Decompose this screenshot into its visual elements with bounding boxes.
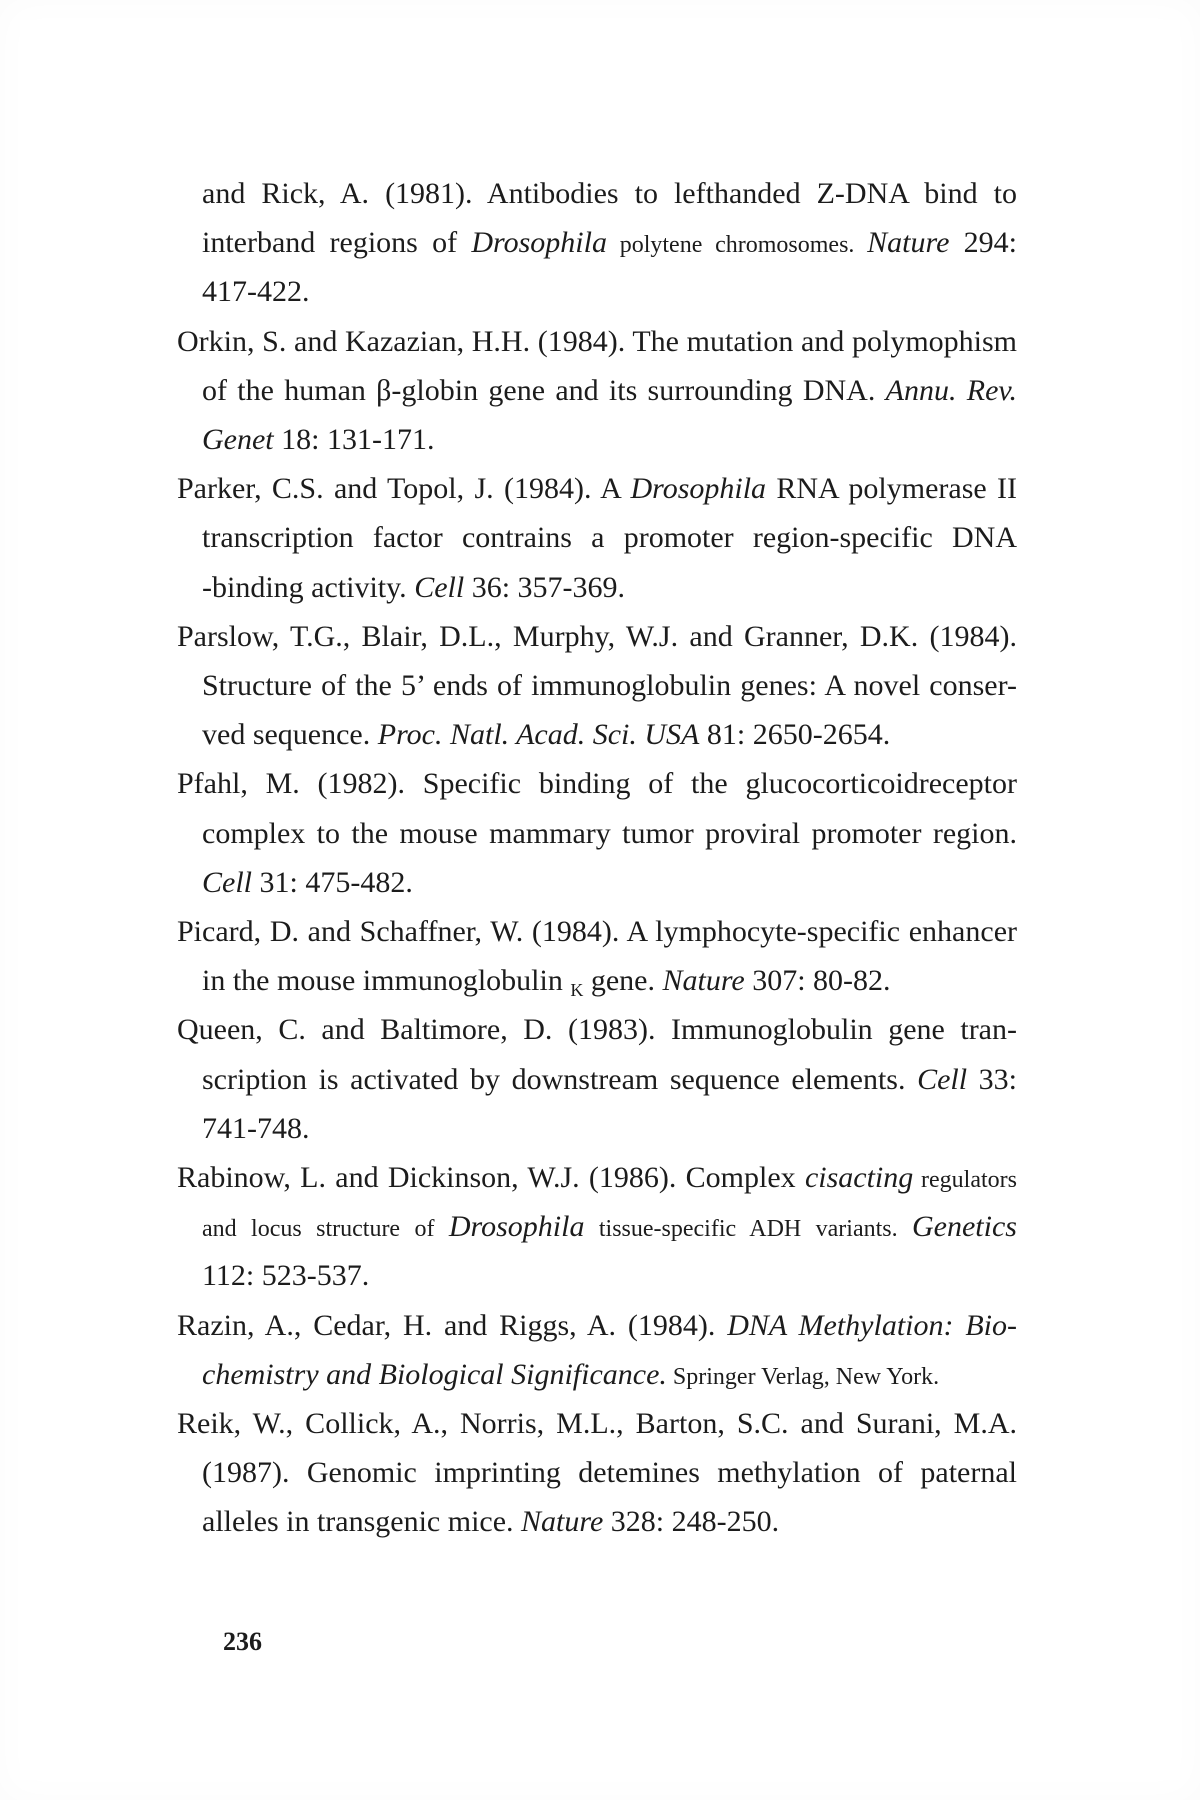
reference-text: transcription factor contrains a promoter region-specific DNA <box>202 521 1017 555</box>
italic-text: Drosophila <box>630 472 767 506</box>
reference-line <box>202 863 413 903</box>
italic-text: Nature <box>521 1505 604 1539</box>
reference-text: Parslow, T.G., Blair, D.L., Murphy, W.J. and Granner, D.K. (1984). <box>177 619 1017 653</box>
reference-text: K <box>570 980 584 1001</box>
reference-text: gene. <box>583 964 663 998</box>
reference-line <box>177 469 1017 509</box>
italic-text: Cell <box>414 570 465 604</box>
reference-text: Queen, C. and Baltimore, D. (1983). Immunoglobulin gene tran- <box>177 1013 1017 1047</box>
reference-text: and locus structure of <box>202 1216 449 1243</box>
reference-text: Structure of the 5’ ends of immunoglobulin genes: A novel conser- <box>202 669 1017 702</box>
reference-text: Picard, D. and Schaffner, W. (1984). A lymphocyte-specific enhancer <box>177 915 1017 948</box>
reference-text: 294: <box>949 226 1017 260</box>
reference-text: 328: 248-250. <box>603 1505 780 1539</box>
reference-line <box>202 1453 1017 1493</box>
reference-text: regulators <box>913 1167 1018 1193</box>
reference-line <box>202 715 890 755</box>
reference-text: (1987). Genomic imprinting detemines methylation of paternal <box>202 1456 1017 1490</box>
reference-text: alleles in transgenic mice. <box>202 1505 522 1539</box>
italic-text: Proc. Natl. Acad. Sci. USA <box>377 718 700 752</box>
reference-text: -binding activity. <box>202 570 415 604</box>
reference-text: complex to the mouse mammary tumor proviral promoter region. <box>202 816 1017 850</box>
reference-text: polytene chromosomes. <box>606 232 868 259</box>
italic-text: Drosophila <box>448 1210 585 1244</box>
reference-line <box>202 518 1017 558</box>
reference-text: 18: 131-171. <box>273 423 435 456</box>
reference-text: tissue-specific ADH variants. <box>584 1216 913 1243</box>
italic-text: DNA Methylation: Bio- <box>727 1308 1018 1342</box>
reference-line <box>202 568 625 608</box>
reference-text: 81: 2650-2654. <box>699 718 891 752</box>
reference-text: Reik, W., Collick, A., Norris, M.L., Barton, S.C. and Surani, M.A. <box>177 1407 1017 1440</box>
reference-text: Springer Verlag, New York. <box>666 1363 940 1390</box>
reference-line <box>202 814 1017 854</box>
reference-line <box>202 371 1017 411</box>
reference-text: Razin, A., Cedar, H. and Riggs, A. (1984). <box>177 1308 728 1342</box>
reference-text: 741-748. <box>202 1111 310 1145</box>
reference-text: in the mouse immunoglobulin <box>202 964 571 998</box>
reference-line <box>202 1355 939 1395</box>
page-number: 236 <box>223 1627 262 1656</box>
reference-text: 112: 523-537. <box>202 1259 370 1293</box>
reference-line <box>177 617 1017 657</box>
reference-line <box>202 174 1017 214</box>
italic-text: Genet <box>202 423 274 456</box>
reference-line <box>177 1010 1017 1050</box>
reference-text: Parker, C.S. and Topol, J. (1984). A <box>177 472 631 506</box>
reference-text: Orkin, S. and Kazazian, H.H. (1984). The mutation and polymophism <box>177 324 1017 358</box>
reference-line <box>202 1109 310 1149</box>
reference-line <box>202 1502 779 1542</box>
italic-text: cisacting <box>804 1161 914 1194</box>
reference-line <box>202 272 310 312</box>
reference-line <box>202 1060 1017 1100</box>
reference-line <box>177 1404 1017 1444</box>
reference-text: interband regions of <box>202 226 472 260</box>
reference-text: 36: 357-369. <box>464 570 626 604</box>
italic-text: Drosophila <box>471 226 607 260</box>
reference-line <box>177 764 1017 804</box>
reference-line <box>177 1306 1017 1346</box>
italic-text: Annu. Rev. <box>885 373 1017 407</box>
italic-text: Cell <box>917 1062 968 1096</box>
italic-text: chemistry and Biological Significance. <box>202 1357 667 1391</box>
italic-text: Nature <box>662 964 745 998</box>
reference-text: and Rick, A. (1981). Antibodies to lefthanded Z-DNA bind to <box>202 177 1017 210</box>
reference-text: 417-422. <box>202 275 310 309</box>
reference-line <box>202 961 891 1001</box>
italic-text: Genetics <box>912 1210 1017 1244</box>
italic-text: Nature <box>867 226 950 260</box>
reference-line <box>177 1158 1017 1198</box>
reference-line <box>202 420 434 460</box>
reference-text: 31: 475-482. <box>252 865 413 899</box>
reference-line <box>202 1256 369 1296</box>
reference-line <box>202 666 1017 706</box>
reference-text: 33: <box>967 1062 1017 1096</box>
reference-text: of the human β-globin gene and its surrounding DNA. <box>202 373 886 407</box>
reference-line <box>177 912 1017 952</box>
reference-line <box>202 1207 1017 1247</box>
reference-line <box>177 322 1017 362</box>
reference-text: 307: 80-82. <box>744 964 891 998</box>
reference-text: Rabinow, L. and Dickinson, W.J. (1986). Complex <box>177 1161 805 1194</box>
reference-text: scription is activated by downstream sequence elements. <box>202 1062 918 1096</box>
reference-text: RNA polymerase II <box>766 472 1017 506</box>
book-page <box>20 20 1180 1780</box>
reference-text: ved sequence. <box>202 718 378 752</box>
reference-line <box>202 223 1017 263</box>
reference-text: Pfahl, M. (1982). Specific binding of the glucocorticoidreceptor <box>177 767 1017 801</box>
italic-text: Cell <box>202 865 252 899</box>
